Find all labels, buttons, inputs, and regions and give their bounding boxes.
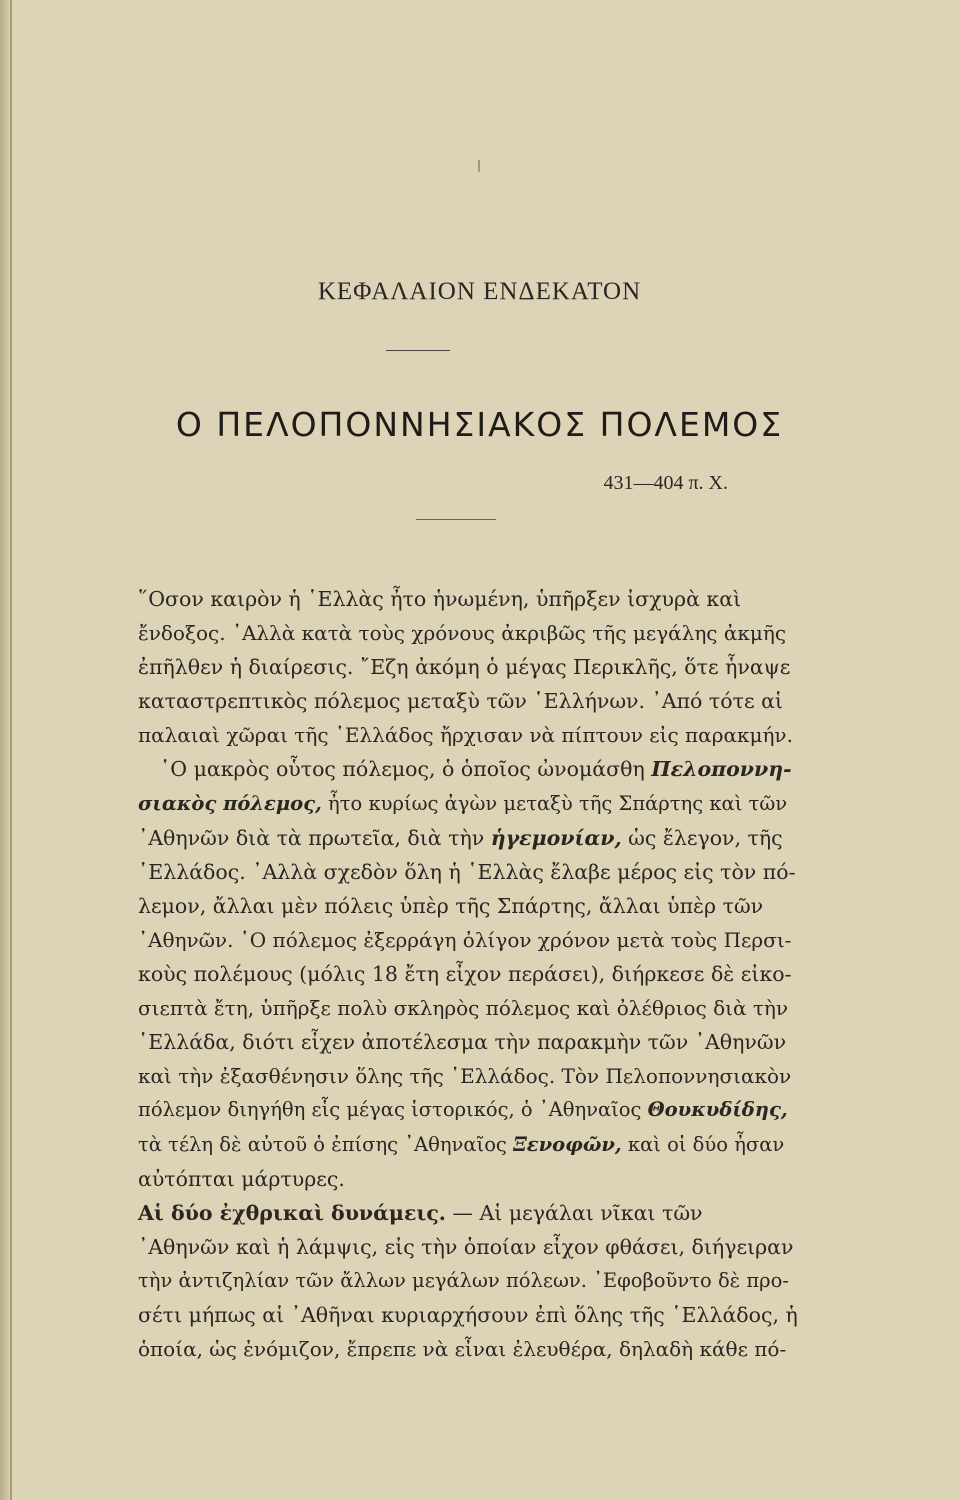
- text-run: καταστρεπτικὸς πόλεμος μεταξὺ τῶν ῾Ελλήνων. ᾿Από τότε αἱ: [138, 689, 783, 714]
- emphasis-term: Θουκυδίδης,: [647, 1098, 788, 1122]
- text-run: ὁποία, ὡς ἐνόμιζον, ἔπρεπε νὰ εἶναι ἐλευθέρα, δηλαδὴ κάθε πό-: [138, 1337, 787, 1362]
- page-binding-line: [10, 0, 12, 1500]
- text-line: [138, 1093, 800, 1127]
- chapter-heading: ΚΕΦΑΛΑΙΟΝ ΕΝΔΕΚΑΤΟΝ: [317, 278, 642, 305]
- text-line: [138, 1196, 800, 1230]
- text-run: ἔνδοξος. ᾿Αλλὰ κατὰ τοὺς χρόνους ἀκριβῶς τῆς μεγάλης ἀκμῆς: [138, 621, 787, 646]
- text-line: [138, 1128, 800, 1162]
- section-heading: Αἱ δύο ἐχθρικαὶ δυνάμεις.: [138, 1200, 446, 1225]
- emphasis-term: σιακὸς πόλεμος,: [138, 791, 322, 815]
- text-line: [138, 889, 800, 923]
- text-line: [138, 650, 800, 684]
- text-line: [138, 787, 800, 821]
- text-run: ἦτο κυρίως ἀγὼν μεταξὺ τῆς Σπάρτης καὶ τῶν: [321, 791, 788, 815]
- text-line: [138, 684, 800, 718]
- emphasis-term: Πελοποννη-: [651, 757, 792, 782]
- emphasis-term: ἡγεμονίαν,: [490, 825, 622, 850]
- text-run: ᾿Αθηνῶν. ῾Ο πόλεμος ἐξερράγη ὀλίγον χρόνον μετὰ τοὺς Περσι-: [138, 927, 792, 952]
- text-line: [138, 752, 800, 786]
- text-line: [138, 1332, 800, 1366]
- chapter-title: Ο ΠΕΛΟΠΟΝΝΗΣΙΑΚΟΣ ΠΟΛΕΜΟΣ: [175, 405, 784, 444]
- text-run: παλαιαὶ χῶραι τῆς ῾Ελλάδος ἤρχισαν νὰ πίπτουν εἰς παρακμήν.: [138, 723, 793, 748]
- text-run: — Αἱ μεγάλαι νῖκαι τῶν: [445, 1200, 703, 1225]
- text-run: πόλεμον διηγήθη εἷς μέγας ἱστορικός, ὁ ᾿Αθηναῖος: [138, 1098, 648, 1122]
- text-line: [138, 1230, 800, 1264]
- text-run: αὐτόπται μάρτυρες.: [138, 1166, 345, 1191]
- text-line: [138, 1264, 800, 1298]
- text-run: καὶ οἱ δύο ἦσαν: [621, 1132, 785, 1156]
- text-run: τὰ τέλη δὲ αὐτοῦ ὁ ἐπίσης ᾿Αθηναῖος: [138, 1132, 514, 1156]
- text-line: [138, 616, 800, 650]
- body-text: [138, 582, 800, 1366]
- text-run: ῾Ο μακρὸς οὗτος πόλεμος, ὁ ὁποῖος ὠνομάσθη: [160, 757, 652, 782]
- text-run: τὴν ἀντιζηλίαν τῶν ἄλλων μεγάλων πόλεων. ᾿Εφοβοῦντο δὲ προ-: [138, 1268, 789, 1292]
- text-run: ῞Οσον καιρὸν ἡ ῾Ελλὰς ἦτο ἡνωμένη, ὑπῆρξεν ἰσχυρὰ καὶ: [138, 587, 742, 611]
- chapter-dates: 431—404 π. Χ.: [603, 472, 728, 494]
- text-run: ᾿Αθηνῶν διὰ τὰ πρωτεῖα, διὰ τὴν: [138, 825, 491, 850]
- text-run: κοὺς πολέμους (μόλις 18 ἔτη εἶχον περάσει), διήρκεσε δὲ εἰκο-: [138, 962, 792, 987]
- divider-rule: [416, 519, 496, 520]
- emphasis-term: Ξενοφῶν,: [513, 1132, 622, 1156]
- text-line: [138, 718, 800, 752]
- text-line: [138, 1298, 800, 1332]
- text-line: [138, 821, 800, 855]
- text-run: λεμον, ἄλλαι μὲν πόλεις ὑπὲρ τῆς Σπάρτης, ἄλλαι ὑπὲρ τῶν: [138, 893, 764, 918]
- text-line: [138, 1162, 800, 1196]
- text-run: καὶ τὴν ἐξασθένησιν ὅλης τῆς ῾Ελλάδος. Τὸν Πελοποννησιακὸν: [138, 1064, 792, 1089]
- text-run: σέτι μήπως αἱ ᾿Αθῆναι κυριαρχήσουν ἐπὶ ὅλης τῆς ῾Ελλάδος, ἡ: [138, 1302, 798, 1327]
- text-line: [138, 855, 800, 889]
- text-run: ῾Ελλάδος. ᾿Αλλὰ σχεδὸν ὅλη ἡ ῾Ελλὰς ἔλαβε μέρος εἰς τὸν πό-: [138, 859, 796, 884]
- text-line: [138, 923, 800, 957]
- text-run: σιεπτὰ ἔτη, ὑπῆρξε πολὺ σκληρὸς πόλεμος καὶ ὀλέθριος διὰ τὴν: [138, 996, 789, 1021]
- text-run: ῾Ελλάδα, διότι εἶχεν ἀποτέλεσμα τὴν παρακμὴν τῶν ᾿Αθηνῶν: [138, 1030, 787, 1055]
- ink-mark: [478, 160, 480, 172]
- text-line: [138, 582, 800, 616]
- divider-rule: [386, 350, 450, 351]
- text-run: ὡς ἔλεγον, τῆς: [621, 825, 783, 850]
- text-line: [138, 957, 800, 991]
- text-line: [138, 1059, 800, 1093]
- text-line: [138, 991, 800, 1025]
- text-line: [138, 1025, 800, 1059]
- text-run: ἐπῆλθεν ἡ διαίρεσις. ῎Εζη ἀκόμη ὁ μέγας Περικλῆς, ὅτε ἧναψε: [138, 655, 791, 680]
- text-run: ᾿Αθηνῶν καὶ ἡ λάμψις, εἰς τὴν ὁποίαν εἶχον φθάσει, διήγειραν: [138, 1234, 794, 1259]
